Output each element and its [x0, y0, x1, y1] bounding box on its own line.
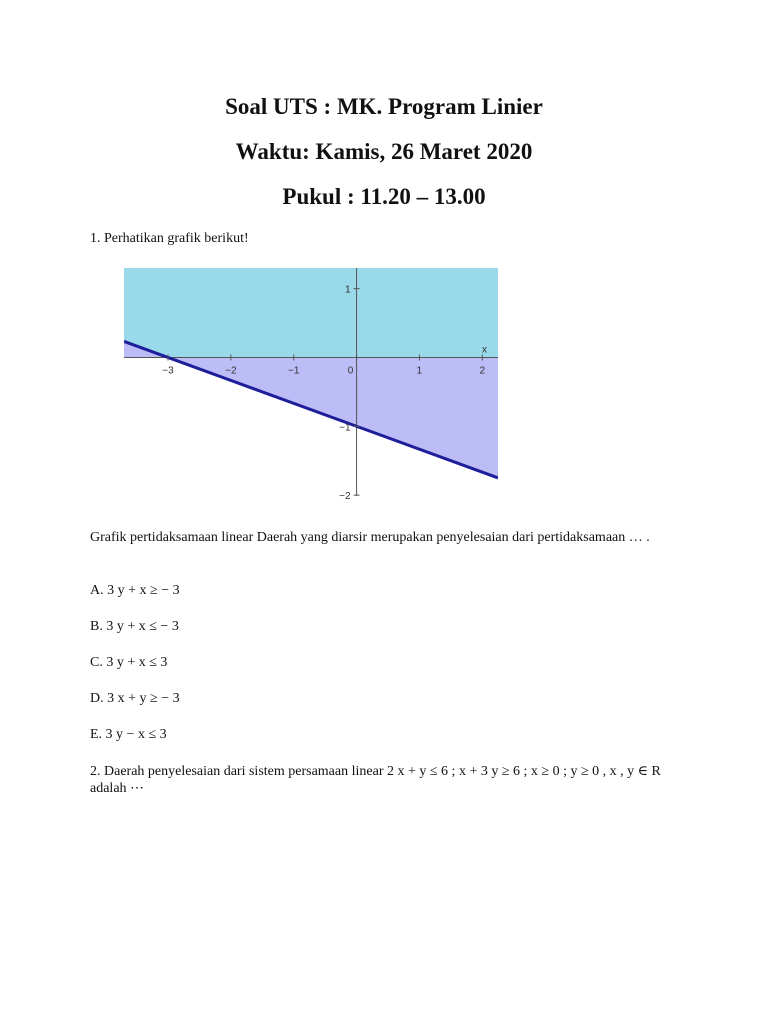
x-tick-label: −2	[225, 365, 237, 377]
x-tick-label: 0	[347, 365, 354, 377]
inequality-graph	[124, 268, 498, 502]
question-2-prompt: 2. Daerah penyelesaian dari sistem persamaan linear 2 x + y ≤ 6 ; x + 3 y ≥ 6 ; x ≥ 0 ; y ≥ 0 , x , y ∈ R adalah ⋯	[90, 764, 661, 796]
y-tick-label: −1	[339, 422, 351, 434]
x-tick-label: 1	[416, 365, 423, 377]
x-tick-label: −3	[162, 365, 174, 377]
x-tick-label: −1	[288, 365, 300, 377]
option-b: B. 3 y + x ≤ − 3	[90, 619, 179, 634]
option-c: C. 3 y + x ≤ 3	[90, 655, 168, 670]
x-tick-label: 2	[479, 365, 486, 377]
option-a: A. 3 y + x ≥ − 3	[90, 583, 180, 598]
exam-title: Soal UTS : MK. Program Linier	[225, 94, 543, 119]
exam-hours: Pukul : 11.20 – 13.00	[282, 184, 486, 209]
y-tick-label: 1	[345, 284, 351, 296]
upper-region	[124, 268, 498, 357]
option-d: D. 3 x + y ≥ − 3	[90, 691, 180, 706]
y-tick-label: −2	[339, 491, 351, 502]
x-axis-label: x	[482, 344, 487, 356]
question-1-prompt: 1. Perhatikan grafik berikut!	[90, 231, 249, 246]
exam-date: Waktu: Kamis, 26 Maret 2020	[235, 139, 533, 164]
option-e: E. 3 y − x ≤ 3	[90, 727, 167, 742]
question-1-description: Grafik pertidaksamaan linear Daerah yang diarsir merupakan penyelesaian dari pertidaksamaan … .	[90, 530, 650, 545]
